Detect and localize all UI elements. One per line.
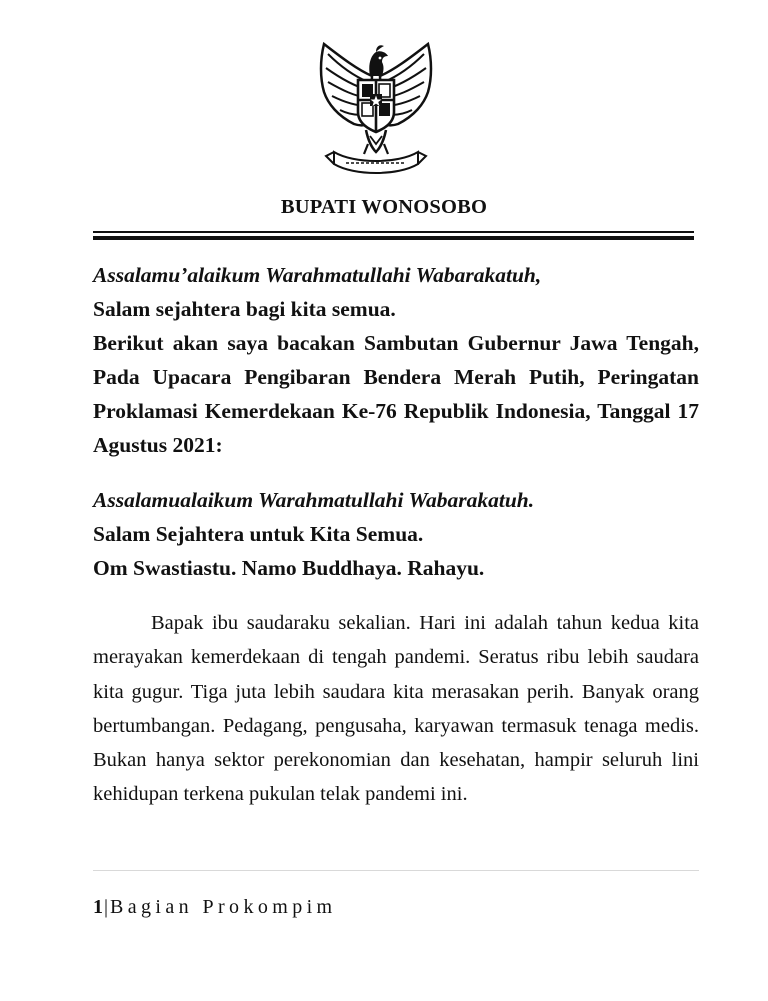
page-footer (93, 896, 337, 919)
footer-department: Bagian Prokompim (110, 896, 337, 918)
document-title: BUPATI WONOSOBO (280, 196, 488, 218)
body-paragraph: Bapak ibu saudaraku sekalian. Hari ini adalah tahun kedua kita merayakan kemerdekaan di tengah pandemi. Seratus ribu lebih saudara kita gugur. Tiga juta lebih saudara kita merasakan perih. Banyak orang bertumbangan. Pedagang, pengusaha, karyawan termasuk tenaga medis. Bukan hanya sektor perekonomian dan kesehatan, hampir seluruh lini kehidupan terkena pukulan telak pandemi ini. (93, 612, 699, 806)
opening-intro: Berikut akan saya bacakan Sambutan Gubernur Jawa Tengah, Pada Upacara Pengibaran Bendera Merah Putih, Peringatan Proklamasi Kemerdekaan Ke-76 Republik Indonesia, Tanggal 17 Agustus 2021: (93, 331, 699, 457)
header-divider-thin (93, 231, 694, 233)
header-divider-thick (93, 236, 694, 240)
opening-section (93, 258, 699, 462)
greeting-islamic: Assalamualaikum Warahmatullahi Wabarakatuh. (93, 488, 535, 512)
opening-salutation: Salam sejahtera bagi kita semua. (93, 297, 396, 321)
footer-separator: | (104, 896, 111, 918)
page-number: 1 (93, 896, 104, 918)
opening-greeting: Assalamu’alaikum Warahmatullahi Wabarakatuh, (93, 263, 542, 287)
footer-divider (93, 870, 699, 871)
greetings-section (93, 483, 699, 585)
garuda-pancasila-emblem-icon (314, 40, 438, 180)
greeting-interfaith: Om Swastiastu. Namo Buddhaya. Rahayu. (93, 556, 485, 580)
greeting-general: Salam Sejahtera untuk Kita Semua. (93, 522, 424, 546)
